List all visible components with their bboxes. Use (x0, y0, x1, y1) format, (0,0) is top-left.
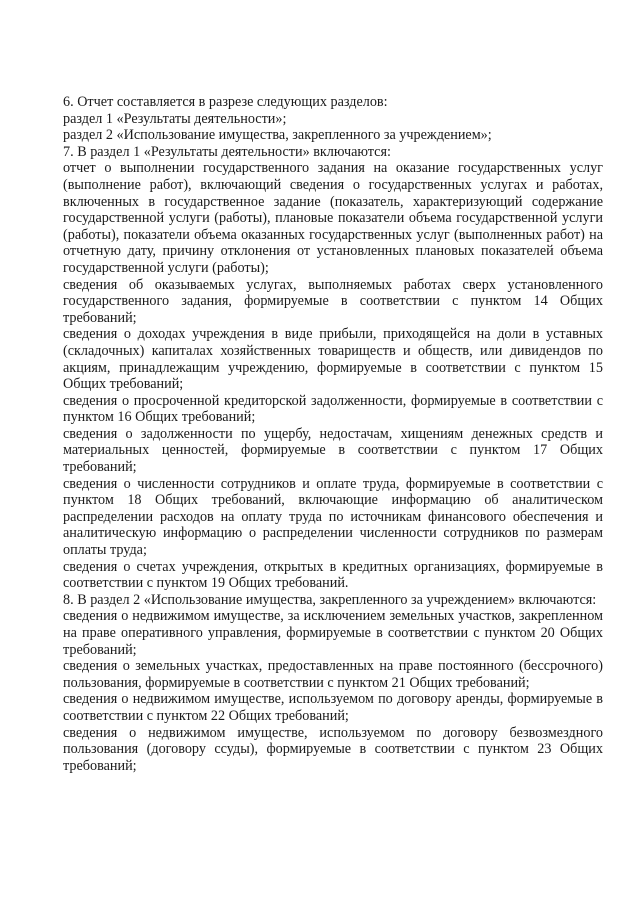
document-body (63, 94, 603, 774)
paragraph-overdue-payables: сведения о просроченной кредиторской задолженности, формируемые в соответствии с пунктом 16 Общих требований; (63, 392, 603, 426)
paragraph-real-estate-free-use: сведения о недвижимом имуществе, используемом по договору безвозмездного пользования (договору ссуды), формируемые в соответствии с пунктом 23 Общих требований; (63, 724, 603, 774)
paragraph-sections-intro: 6. Отчет составляется в разрезе следующих разделов: (63, 94, 388, 110)
paragraph-land-plots: сведения о земельных участках, предоставленных на праве постоянного (бессрочного) пользования, формируемые в соответствии с пунктом 21 Общих требований; (63, 658, 603, 691)
paragraph-section-2: раздел 2 «Использование имущества, закрепленного за учреждением»; (63, 127, 492, 144)
paragraph-real-estate-lease: сведения о недвижимом имуществе, используемом по договору аренды, формируемые в соответствии с пунктом 22 Общих требований; (63, 691, 603, 724)
paragraph-extra-services: сведения об оказываемых услугах, выполняемых работах сверх установленного государственного задания, формируемые в соответствии с пунктом 14 Общих требований; (63, 276, 603, 326)
paragraph-item-8: 8. В раздел 2 «Использование имущества, закрепленного за учреждением» включаются: (63, 591, 597, 608)
paragraph-section-1: раздел 1 «Результаты деятельности»; (63, 110, 287, 127)
paragraph-state-assignment-report: отчет о выполнении государственного задания на оказание государственных услуг (выполнение работ), включающий сведения о государственных услугах и работах, включенных в государственное задание (показатель, характеризующий содержание государственной услуги (работы), плановые показатели объема государственной услуги (работы), показатели объема оказанных государственных услуг (выполненных работ) на отчетную дату, причину отклонения от установленных плановых показателей объема государственной услуги (работы); (63, 160, 603, 276)
paragraph-income-profit: сведения о доходах учреждения в виде прибыли, приходящейся на доли в уставных (складочных) капиталах хозяйственных товариществ и обществ, или дивидендов по акциям, принадлежащим учреждению, формируемые в соответствии с пунктом 15 Общих требований; (63, 326, 603, 393)
paragraph-staff-payroll: сведения о численности сотрудников и оплате труда, формируемые в соответствии с пунктом 18 Общих требований, включающие информацию об аналитическом распределении расходов на оплату труда по источникам финансового обеспечения и аналитическую информацию о распределении численности сотрудников по размерам оплаты труда; (63, 475, 603, 559)
paragraph-damage-debt: сведения о задолженности по ущербу, недостачам, хищениям денежных средств и материальных ценностей, формируемые в соответствии с пунктом 17 Общих требований; (63, 425, 603, 476)
paragraph-real-estate-operational: сведения о недвижимом имуществе, за исключением земельных участков, закрепленном на праве оперативного управления, формируемые в соответствии с пунктом 20 Общих требований; (63, 608, 603, 658)
paragraph-item-7: 7. В раздел 1 «Результаты деятельности» включаются: (63, 143, 391, 160)
paragraph-bank-accounts: сведения о счетах учреждения, открытых в кредитных организациях, формируемые в соответствии с пунктом 19 Общих требований. (63, 558, 603, 592)
